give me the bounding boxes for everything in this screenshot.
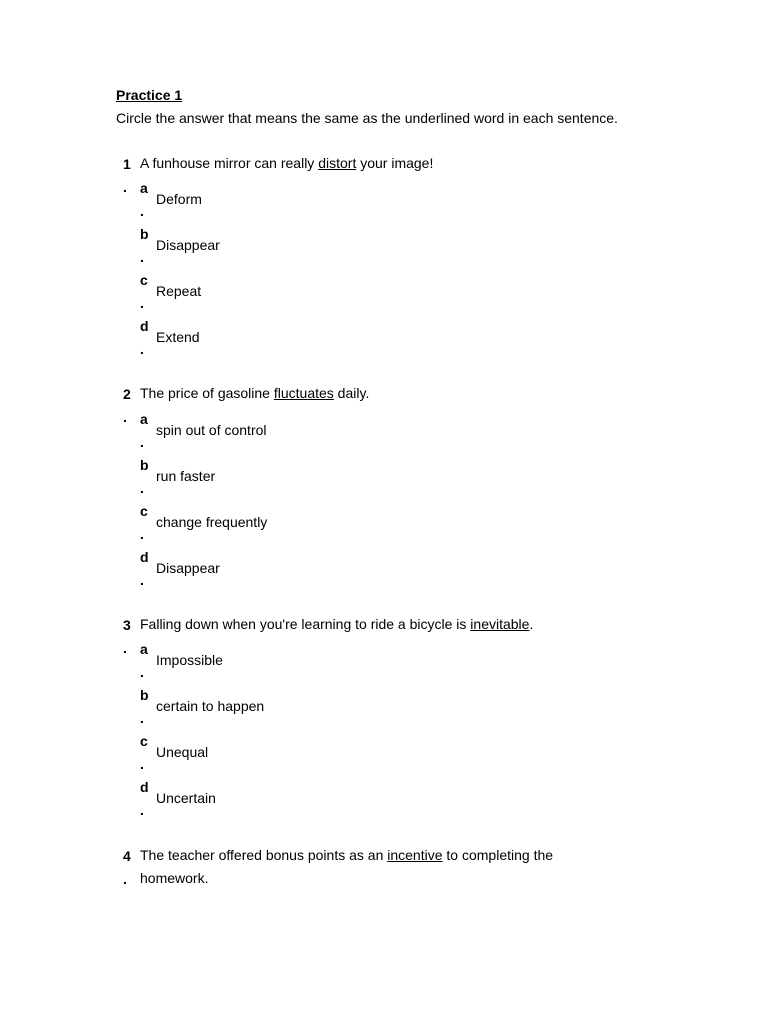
question-number-dot: . [123,640,127,656]
question-number-dot: . [123,409,127,425]
option-text: run faster [156,468,216,484]
option-letter-dot: . [140,434,144,450]
option-text: spin out of control [156,422,267,438]
option-letter-dot: . [140,756,144,772]
question-number-dot: . [123,179,127,195]
answer-option-3c[interactable] [0,733,768,779]
answer-option-1c[interactable] [0,272,768,318]
option-letter: c [140,272,148,288]
option-letter-dot: . [140,802,144,818]
option-letter: b [140,687,149,703]
option-letter: d [140,549,149,565]
option-letter-dot: . [140,480,144,496]
answer-option-2c[interactable] [0,503,768,549]
option-text: Deform [156,191,202,207]
underlined-word: incentive [387,847,443,863]
option-letter: d [140,318,149,334]
answer-option-1b[interactable] [0,226,768,272]
option-letter-dot: . [140,710,144,726]
underlined-word: fluctuates [273,385,334,401]
question-text: The teacher offered bonus points as an incentive to completing the homework. [140,847,554,886]
answer-option-3d[interactable] [0,779,768,825]
option-text: Impossible [156,652,223,668]
option-letter-dot: . [140,341,144,357]
option-letter: a [140,641,148,657]
option-text: Disappear [156,237,220,253]
option-letter-dot: . [140,572,144,588]
option-text: Unequal [156,744,209,760]
answer-option-2d[interactable] [0,549,768,595]
answer-option-2a[interactable] [0,411,768,457]
option-text: Uncertain [156,790,216,806]
answer-option-3b[interactable] [0,687,768,733]
answer-option-3a[interactable] [0,641,768,687]
option-letter: b [140,226,149,242]
question-number: 2 [123,386,131,402]
question-text: Falling down when you're learning to ride a bicycle is inevitable. [140,616,534,632]
option-letter-dot: . [140,295,144,311]
option-letter: a [140,180,148,196]
option-text: certain to happen [156,698,265,714]
answer-option-2b[interactable] [0,457,768,503]
option-letter: c [140,733,148,749]
option-letter: b [140,457,149,473]
page-title: Practice 1 [116,87,183,103]
option-text: Extend [156,329,200,345]
question-number: 3 [123,617,131,633]
question-text: A funhouse mirror can really distort your image! [140,155,434,171]
answer-option-1d[interactable] [0,318,768,364]
option-letter: a [140,411,148,427]
underlined-word: inevitable [470,616,530,632]
instructions-text: Circle the answer that means the same as the underlined word in each sentence. [116,110,618,126]
option-text: change frequently [156,514,268,530]
option-letter-dot: . [140,526,144,542]
option-letter: c [140,503,148,519]
option-letter-dot: . [140,249,144,265]
underlined-word: distort [318,155,357,171]
option-text: Disappear [156,560,220,576]
question-text: The price of gasoline fluctuates daily. [140,385,370,401]
question-number: 1 [123,156,131,172]
option-text: Repeat [156,283,202,299]
answer-option-1a[interactable] [0,180,768,226]
option-letter-dot: . [140,203,144,219]
question-number-dot: . [123,871,127,887]
option-letter: d [140,779,149,795]
question-number: 4 [123,848,131,864]
option-letter-dot: . [140,664,144,680]
